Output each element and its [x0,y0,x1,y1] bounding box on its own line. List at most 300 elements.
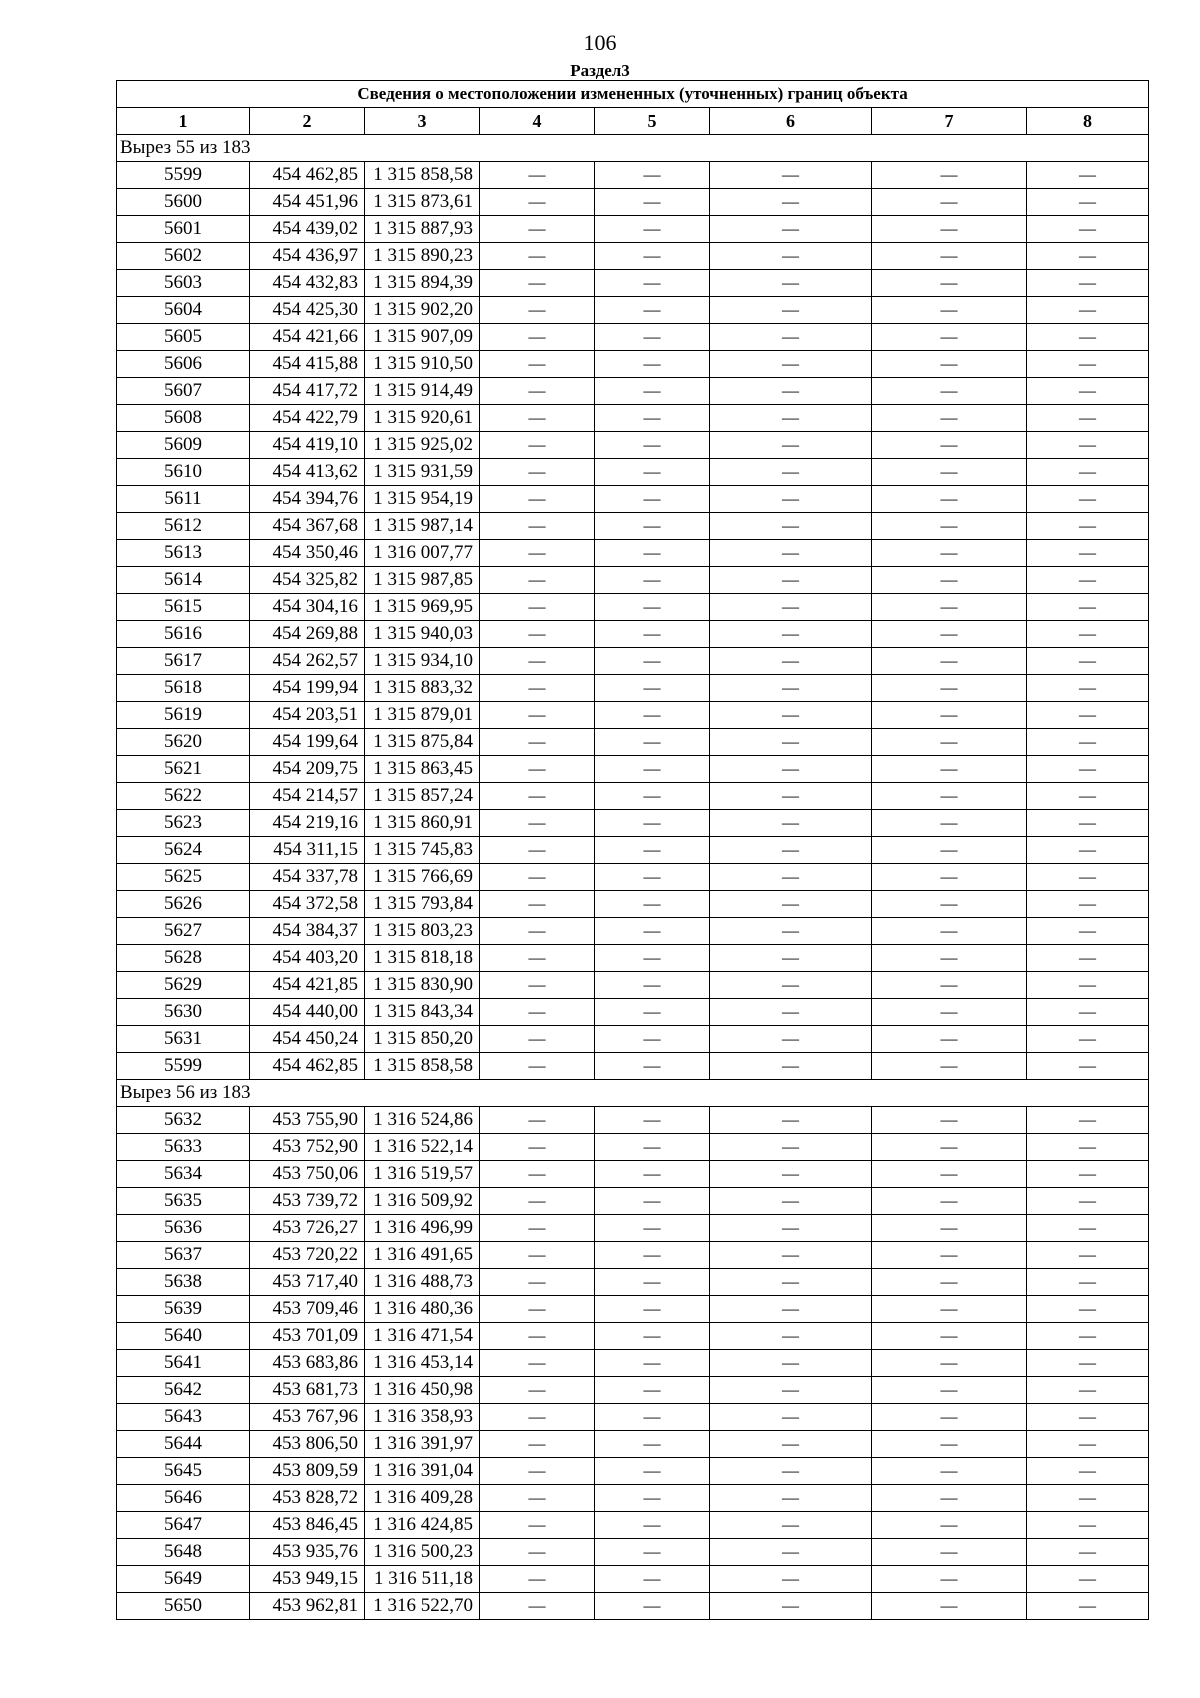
empty-value-dash: — [480,162,595,189]
empty-value-dash: — [710,1539,872,1566]
point-number-cell: 5648 [117,1539,250,1566]
empty-value-dash: — [872,1188,1027,1215]
empty-value-dash: — [710,1323,872,1350]
empty-value-dash: — [872,621,1027,648]
point-number-cell: 5612 [117,513,250,540]
empty-value-dash: — [1027,1269,1149,1296]
empty-value-dash: — [1027,486,1149,513]
x-coordinate-cell: 454 419,10 [250,432,365,459]
empty-value-dash: — [1027,1026,1149,1053]
x-coordinate-cell: 454 325,82 [250,567,365,594]
y-coordinate-cell: 1 315 793,84 [365,891,480,918]
empty-value-dash: — [595,675,710,702]
empty-value-dash: — [595,405,710,432]
y-coordinate-cell: 1 315 830,90 [365,972,480,999]
empty-value-dash: — [1027,189,1149,216]
empty-value-dash: — [710,1134,872,1161]
table-row [117,459,1149,486]
point-number-cell: 5643 [117,1404,250,1431]
y-coordinate-cell: 1 316 511,18 [365,1566,480,1593]
table-row [117,702,1149,729]
empty-value-dash: — [872,486,1027,513]
empty-value-dash: — [872,1593,1027,1620]
table-row [117,1026,1149,1053]
x-coordinate-cell: 454 462,85 [250,1053,365,1080]
table-row [117,162,1149,189]
empty-value-dash: — [1027,864,1149,891]
table-body [117,81,1149,1620]
empty-value-dash: — [1027,243,1149,270]
table-row [117,1593,1149,1620]
x-coordinate-cell: 454 350,46 [250,540,365,567]
page-number: 106 [583,30,617,55]
empty-value-dash: — [710,189,872,216]
point-number-cell: 5629 [117,972,250,999]
empty-value-dash: — [480,621,595,648]
y-coordinate-cell: 1 316 509,92 [365,1188,480,1215]
empty-value-dash: — [480,216,595,243]
empty-value-dash: — [1027,1296,1149,1323]
table-row [117,1512,1149,1539]
empty-value-dash: — [595,837,710,864]
column-number: 3 [365,108,480,135]
empty-value-dash: — [1027,540,1149,567]
empty-value-dash: — [480,783,595,810]
empty-value-dash: — [1027,945,1149,972]
empty-value-dash: — [595,1431,710,1458]
group-header-row [117,135,1149,162]
x-coordinate-cell: 454 337,78 [250,864,365,891]
table-row [117,1431,1149,1458]
group-header-row [117,1080,1149,1107]
empty-value-dash: — [480,1323,595,1350]
empty-value-dash: — [1027,783,1149,810]
empty-value-dash: — [872,837,1027,864]
empty-value-dash: — [480,864,595,891]
empty-value-dash: — [480,513,595,540]
x-coordinate-cell: 453 828,72 [250,1485,365,1512]
y-coordinate-cell: 1 315 745,83 [365,837,480,864]
empty-value-dash: — [595,1026,710,1053]
x-coordinate-cell: 454 417,72 [250,378,365,405]
empty-value-dash: — [1027,729,1149,756]
point-number-cell: 5647 [117,1512,250,1539]
empty-value-dash: — [872,513,1027,540]
table-row [117,675,1149,702]
table-row [117,999,1149,1026]
table-row [117,324,1149,351]
empty-value-dash: — [595,1485,710,1512]
empty-value-dash: — [710,864,872,891]
table-row [117,1269,1149,1296]
empty-value-dash: — [872,243,1027,270]
point-number-cell: 5604 [117,297,250,324]
x-coordinate-cell: 453 750,06 [250,1161,365,1188]
point-number-cell: 5630 [117,999,250,1026]
empty-value-dash: — [710,594,872,621]
table-row [117,1242,1149,1269]
empty-value-dash: — [480,945,595,972]
empty-value-dash: — [872,729,1027,756]
empty-value-dash: — [872,756,1027,783]
x-coordinate-cell: 454 394,76 [250,486,365,513]
empty-value-dash: — [872,1566,1027,1593]
x-coordinate-cell: 454 372,58 [250,891,365,918]
empty-value-dash: — [595,999,710,1026]
empty-value-dash: — [872,270,1027,297]
empty-value-dash: — [595,432,710,459]
point-number-cell: 5608 [117,405,250,432]
point-number-cell: 5601 [117,216,250,243]
y-coordinate-cell: 1 315 887,93 [365,216,480,243]
x-coordinate-cell: 454 311,15 [250,837,365,864]
column-number: 2 [250,108,365,135]
empty-value-dash: — [595,1134,710,1161]
empty-value-dash: — [872,162,1027,189]
empty-value-dash: — [1027,1350,1149,1377]
empty-value-dash: — [710,945,872,972]
empty-value-dash: — [595,1053,710,1080]
table-row [117,1107,1149,1134]
x-coordinate-cell: 453 755,90 [250,1107,365,1134]
x-coordinate-cell: 453 726,27 [250,1215,365,1242]
empty-value-dash: — [595,270,710,297]
y-coordinate-cell: 1 316 391,97 [365,1431,480,1458]
empty-value-dash: — [595,891,710,918]
x-coordinate-cell: 453 752,90 [250,1134,365,1161]
point-number-cell: 5626 [117,891,250,918]
empty-value-dash: — [480,1161,595,1188]
point-number-cell: 5623 [117,810,250,837]
table-row [117,1539,1149,1566]
empty-value-dash: — [595,378,710,405]
empty-value-dash: — [872,378,1027,405]
table-row [117,783,1149,810]
empty-value-dash: — [595,756,710,783]
empty-value-dash: — [710,1053,872,1080]
empty-value-dash: — [595,1350,710,1377]
empty-value-dash: — [710,324,872,351]
empty-value-dash: — [480,1566,595,1593]
empty-value-dash: — [872,999,1027,1026]
empty-value-dash: — [710,378,872,405]
y-coordinate-cell: 1 315 863,45 [365,756,480,783]
empty-value-dash: — [480,405,595,432]
point-number-cell: 5641 [117,1350,250,1377]
y-coordinate-cell: 1 315 858,58 [365,1053,480,1080]
empty-value-dash: — [872,324,1027,351]
y-coordinate-cell: 1 315 931,59 [365,459,480,486]
empty-value-dash: — [595,729,710,756]
table-row [117,486,1149,513]
empty-value-dash: — [1027,1053,1149,1080]
table-row [117,540,1149,567]
point-number-cell: 5627 [117,918,250,945]
empty-value-dash: — [710,1215,872,1242]
empty-value-dash: — [710,1242,872,1269]
empty-value-dash: — [1027,702,1149,729]
y-coordinate-cell: 1 316 409,28 [365,1485,480,1512]
empty-value-dash: — [480,1512,595,1539]
empty-value-dash: — [1027,972,1149,999]
empty-value-dash: — [710,405,872,432]
point-number-cell: 5619 [117,702,250,729]
point-number-cell: 5616 [117,621,250,648]
x-coordinate-cell: 454 304,16 [250,594,365,621]
empty-value-dash: — [872,1377,1027,1404]
empty-value-dash: — [872,675,1027,702]
empty-value-dash: — [710,999,872,1026]
empty-value-dash: — [595,459,710,486]
y-coordinate-cell: 1 315 894,39 [365,270,480,297]
x-coordinate-cell: 453 709,46 [250,1296,365,1323]
empty-value-dash: — [480,243,595,270]
y-coordinate-cell: 1 316 522,70 [365,1593,480,1620]
empty-value-dash: — [872,1404,1027,1431]
empty-value-dash: — [1027,1215,1149,1242]
empty-value-dash: — [710,783,872,810]
empty-value-dash: — [872,864,1027,891]
empty-value-dash: — [595,567,710,594]
empty-value-dash: — [872,648,1027,675]
table-row [117,891,1149,918]
y-coordinate-cell: 1 315 803,23 [365,918,480,945]
x-coordinate-cell: 453 806,50 [250,1431,365,1458]
table-row [117,621,1149,648]
empty-value-dash: — [595,1188,710,1215]
empty-value-dash: — [1027,1593,1149,1620]
table-row [117,351,1149,378]
y-coordinate-cell: 1 315 925,02 [365,432,480,459]
empty-value-dash: — [595,1107,710,1134]
point-number-cell: 5628 [117,945,250,972]
empty-value-dash: — [710,1107,872,1134]
empty-value-dash: — [595,216,710,243]
empty-value-dash: — [1027,567,1149,594]
empty-value-dash: — [480,1431,595,1458]
empty-value-dash: — [480,1350,595,1377]
empty-value-dash: — [1027,918,1149,945]
empty-value-dash: — [872,1323,1027,1350]
empty-value-dash: — [1027,648,1149,675]
y-coordinate-cell: 1 315 860,91 [365,810,480,837]
table-row [117,567,1149,594]
empty-value-dash: — [1027,459,1149,486]
empty-value-dash: — [595,297,710,324]
point-number-cell: 5649 [117,1566,250,1593]
table-row [117,729,1149,756]
empty-value-dash: — [710,270,872,297]
empty-value-dash: — [595,1323,710,1350]
empty-value-dash: — [710,1161,872,1188]
y-coordinate-cell: 1 315 843,34 [365,999,480,1026]
empty-value-dash: — [710,1593,872,1620]
empty-value-dash: — [872,297,1027,324]
table-row [117,918,1149,945]
table-row [117,297,1149,324]
x-coordinate-cell: 454 367,68 [250,513,365,540]
table-caption: Сведения о местоположении измененных (уточненных) границ объекта [117,81,1149,108]
empty-value-dash: — [1027,270,1149,297]
empty-value-dash: — [595,486,710,513]
table-row [117,864,1149,891]
x-coordinate-cell: 454 439,02 [250,216,365,243]
empty-value-dash: — [872,432,1027,459]
point-number-cell: 5645 [117,1458,250,1485]
empty-value-dash: — [1027,1161,1149,1188]
empty-value-dash: — [1027,1107,1149,1134]
empty-value-dash: — [872,1134,1027,1161]
empty-value-dash: — [595,162,710,189]
empty-value-dash: — [595,972,710,999]
empty-value-dash: — [480,972,595,999]
table-row [117,648,1149,675]
x-coordinate-cell: 454 203,51 [250,702,365,729]
column-number: 5 [595,108,710,135]
x-coordinate-cell: 454 403,20 [250,945,365,972]
empty-value-dash: — [1027,999,1149,1026]
empty-value-dash: — [710,891,872,918]
y-coordinate-cell: 1 315 850,20 [365,1026,480,1053]
point-number-cell: 5622 [117,783,250,810]
point-number-cell: 5639 [117,1296,250,1323]
table-row [117,1188,1149,1215]
y-coordinate-cell: 1 315 907,09 [365,324,480,351]
empty-value-dash: — [595,810,710,837]
table-row [117,378,1149,405]
x-coordinate-cell: 454 415,88 [250,351,365,378]
point-number-cell: 5614 [117,567,250,594]
empty-value-dash: — [710,702,872,729]
y-coordinate-cell: 1 315 934,10 [365,648,480,675]
table-row [117,1350,1149,1377]
table-row [117,756,1149,783]
empty-value-dash: — [872,459,1027,486]
empty-value-dash: — [480,1242,595,1269]
x-coordinate-cell: 453 681,73 [250,1377,365,1404]
empty-value-dash: — [872,1161,1027,1188]
empty-value-dash: — [595,1539,710,1566]
empty-value-dash: — [872,1539,1027,1566]
empty-value-dash: — [710,621,872,648]
empty-value-dash: — [710,1458,872,1485]
empty-value-dash: — [872,1107,1027,1134]
x-coordinate-cell: 453 720,22 [250,1242,365,1269]
y-coordinate-cell: 1 316 424,85 [365,1512,480,1539]
point-number-cell: 5640 [117,1323,250,1350]
empty-value-dash: — [872,405,1027,432]
point-number-cell: 5602 [117,243,250,270]
empty-value-dash: — [480,1296,595,1323]
empty-value-dash: — [872,1053,1027,1080]
table-row [117,945,1149,972]
empty-value-dash: — [1027,1485,1149,1512]
column-number: 8 [1027,108,1149,135]
table-row [117,513,1149,540]
empty-value-dash: — [595,1404,710,1431]
point-number-cell: 5599 [117,1053,250,1080]
point-number-cell: 5606 [117,351,250,378]
empty-value-dash: — [595,1161,710,1188]
empty-value-dash: — [872,702,1027,729]
empty-value-dash: — [872,891,1027,918]
y-coordinate-cell: 1 315 883,32 [365,675,480,702]
x-coordinate-cell: 453 935,76 [250,1539,365,1566]
empty-value-dash: — [480,324,595,351]
table-row [117,1458,1149,1485]
empty-value-dash: — [595,1566,710,1593]
empty-value-dash: — [595,1215,710,1242]
empty-value-dash: — [710,1431,872,1458]
empty-value-dash: — [710,162,872,189]
y-coordinate-cell: 1 315 940,03 [365,621,480,648]
column-number: 6 [710,108,872,135]
y-coordinate-cell: 1 316 480,36 [365,1296,480,1323]
x-coordinate-cell: 453 846,45 [250,1512,365,1539]
table-row [117,432,1149,459]
empty-value-dash: — [480,1188,595,1215]
table-row [117,270,1149,297]
x-coordinate-cell: 454 384,37 [250,918,365,945]
empty-value-dash: — [595,351,710,378]
table-row [117,189,1149,216]
y-coordinate-cell: 1 316 491,65 [365,1242,480,1269]
y-coordinate-cell: 1 315 875,84 [365,729,480,756]
empty-value-dash: — [710,513,872,540]
empty-value-dash: — [710,648,872,675]
empty-value-dash: — [480,1485,595,1512]
empty-value-dash: — [872,945,1027,972]
empty-value-dash: — [480,1377,595,1404]
y-coordinate-cell: 1 315 987,14 [365,513,480,540]
table-row [117,1377,1149,1404]
y-coordinate-cell: 1 316 007,77 [365,540,480,567]
table-caption-row [117,81,1149,108]
table-row [117,972,1149,999]
empty-value-dash: — [1027,675,1149,702]
empty-value-dash: — [872,216,1027,243]
x-coordinate-cell: 454 451,96 [250,189,365,216]
empty-value-dash: — [480,540,595,567]
empty-value-dash: — [1027,594,1149,621]
empty-value-dash: — [480,1026,595,1053]
point-number-cell: 5646 [117,1485,250,1512]
empty-value-dash: — [480,756,595,783]
y-coordinate-cell: 1 316 522,14 [365,1134,480,1161]
point-number-cell: 5610 [117,459,250,486]
x-coordinate-cell: 454 421,85 [250,972,365,999]
empty-value-dash: — [710,972,872,999]
empty-value-dash: — [1027,432,1149,459]
empty-value-dash: — [872,783,1027,810]
empty-value-dash: — [595,648,710,675]
empty-value-dash: — [872,972,1027,999]
x-coordinate-cell: 453 962,81 [250,1593,365,1620]
x-coordinate-cell: 453 701,09 [250,1323,365,1350]
empty-value-dash: — [480,837,595,864]
empty-value-dash: — [710,1350,872,1377]
empty-value-dash: — [872,1215,1027,1242]
y-coordinate-cell: 1 316 471,54 [365,1323,480,1350]
empty-value-dash: — [595,1269,710,1296]
empty-value-dash: — [480,1215,595,1242]
empty-value-dash: — [480,297,595,324]
empty-value-dash: — [595,324,710,351]
empty-value-dash: — [710,540,872,567]
empty-value-dash: — [710,756,872,783]
table-row [117,243,1149,270]
empty-value-dash: — [710,1269,872,1296]
